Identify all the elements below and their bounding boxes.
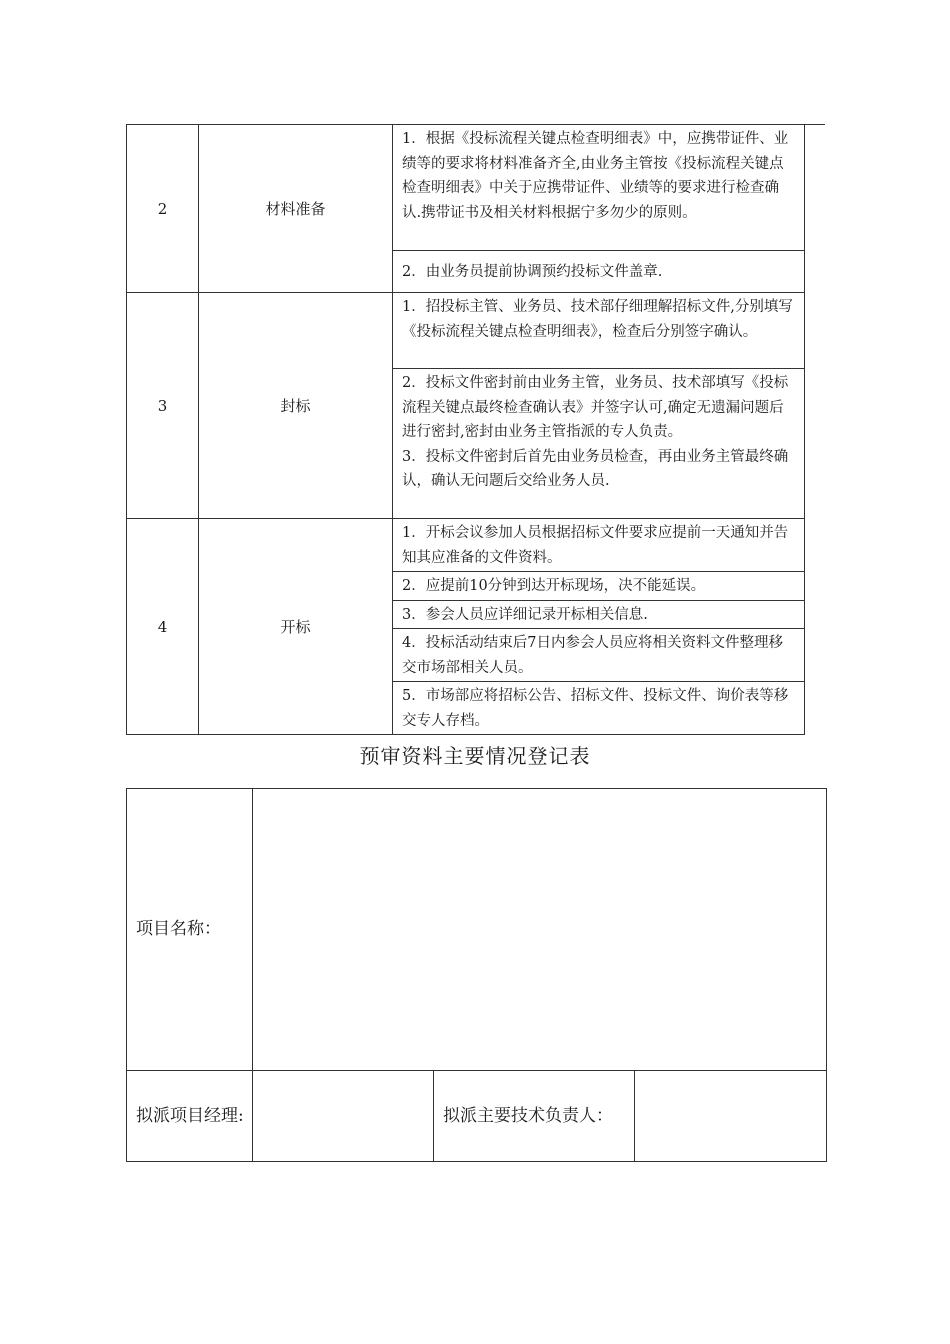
- table-row: [127, 293, 805, 369]
- table-row: [127, 125, 805, 251]
- step-detail: 2．应提前10分钟到达开标现场，决不能延误。: [393, 572, 805, 601]
- registration-title: 预审资料主要情况登记表: [359, 744, 591, 768]
- step-name: 材料准备: [199, 125, 393, 293]
- step-number: 2: [127, 125, 199, 293]
- detail-paragraph: 3．投标文件密封后首先由业务员检查，再由业务主管最终确认，确认无问题后交给业务人员.: [402, 448, 789, 489]
- project-manager-label: 拟派项目经理:: [127, 1071, 253, 1162]
- table-row: [127, 789, 827, 1071]
- tech-lead-label: 拟派主要技术负责人：: [434, 1071, 635, 1162]
- step-number: 3: [127, 293, 199, 519]
- step-name: 封标: [199, 293, 393, 519]
- step-detail: 1．招投标主管、业务员、技术部仔细理解招标文件,分别填写《投标流程关键点检查明细表》，检查后分别签字确认。: [393, 293, 805, 369]
- step-detail: 3．参会人员应详细记录开标相关信息.: [393, 600, 805, 629]
- registration-table: [126, 788, 827, 1162]
- table-row: [127, 1071, 827, 1162]
- step-detail: 1．根据《投标流程关键点检查明细表》中，应携带证件、业绩等的要求将材料准备齐全,由业务主管按《投标流程关键点检查明细表》中关于应携带证件、业绩等的要求进行检查确认.携带证书及相关材料根据宁多勿少的原则。: [393, 125, 805, 251]
- bid-process-table: [126, 124, 805, 735]
- step-number: 4: [127, 519, 199, 735]
- step-detail: 1．开标会议参加人员根据招标文件要求应提前一天通知并告知其应准备的文件资料。: [393, 519, 805, 572]
- detail-paragraph: 2．投标文件密封前由业务主管，业务员、技术部填写《投标流程关键点最终检查确认表》并签字认可,确定无遗漏问题后进行密封,密封由业务主管指派的专人负责。: [402, 375, 789, 440]
- step-detail: 2．由业务员提前协调预约投标文件盖章.: [393, 251, 805, 293]
- tech-lead-field[interactable]: [635, 1071, 827, 1162]
- table-row: [127, 519, 805, 572]
- step-detail: 5．市场部应将招标公告、招标文件、投标文件、询价表等移交专人存档。: [393, 682, 805, 735]
- table-edge-line: [804, 124, 825, 125]
- step-name: 开标: [199, 519, 393, 735]
- step-detail: 4．投标活动结束后7日内参会人员应将相关资料文件整理移交市场部相关人员。: [393, 629, 805, 682]
- step-detail: [393, 369, 805, 519]
- project-name-field[interactable]: [253, 789, 827, 1071]
- project-manager-field[interactable]: [253, 1071, 434, 1162]
- project-name-label: 项目名称：: [127, 789, 253, 1071]
